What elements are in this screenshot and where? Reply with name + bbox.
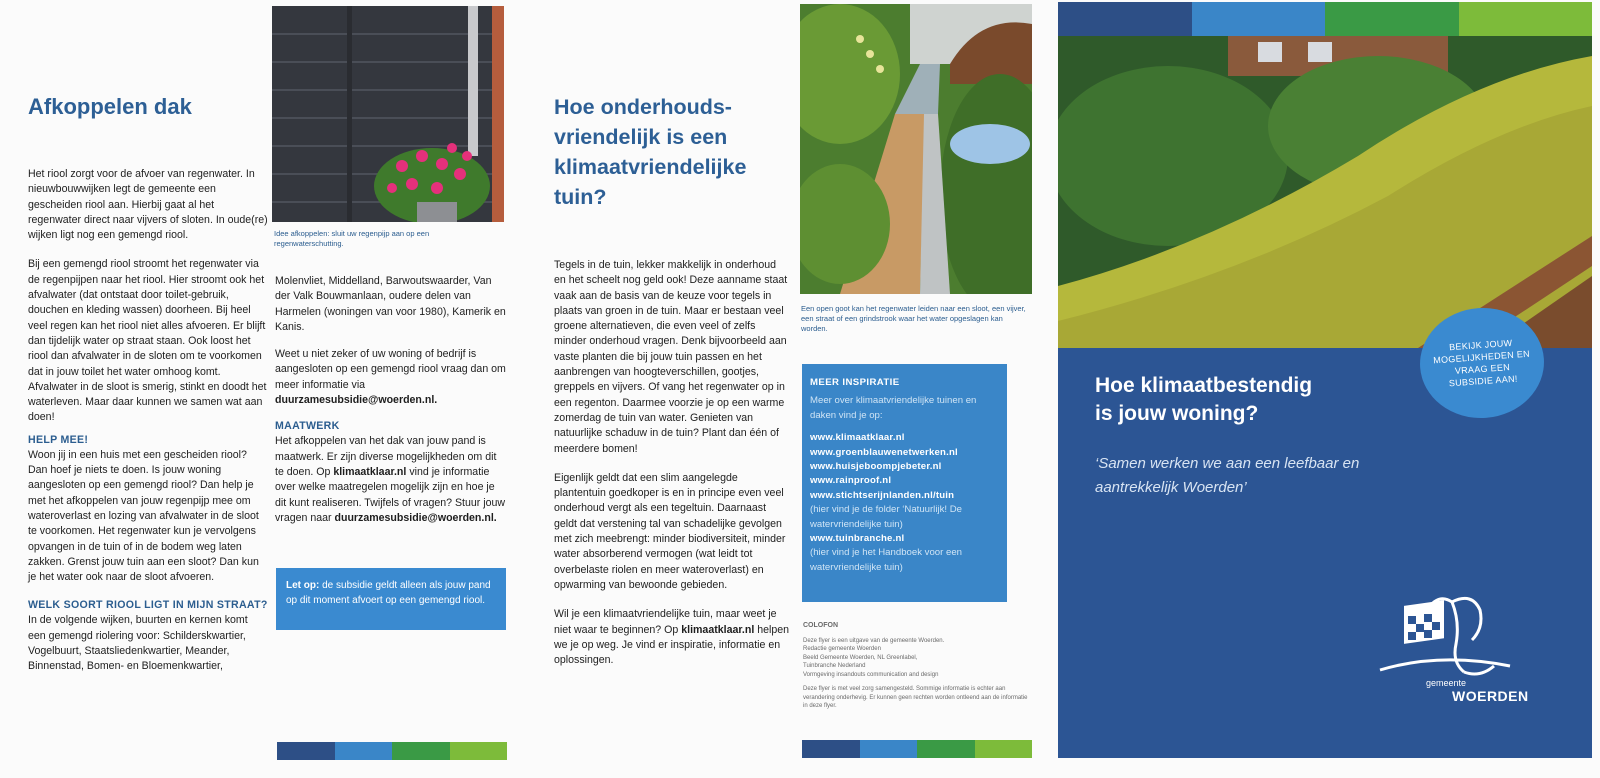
logo-woerden: WOERDEN bbox=[1452, 688, 1529, 704]
link-klimaatklaar[interactable]: www.klimaatklaar.nl bbox=[810, 432, 905, 444]
panel-3-title: Hoe onderhouds- vriendelijk is een klimaatvriendelijke tuin? bbox=[554, 95, 747, 209]
subsidy-note-box bbox=[276, 568, 506, 630]
panel-1-title: Afkoppelen dak bbox=[28, 94, 192, 119]
panel-3-klimaatklaar-link[interactable]: klimaatklaar.nl bbox=[681, 623, 755, 636]
inspiration-box bbox=[802, 364, 1007, 602]
cover-quote: ‘Samen werken we aan een leefbaar en aantrekkelijk Woerden’ bbox=[1095, 455, 1360, 496]
panel-2-text bbox=[275, 274, 507, 534]
stichtserijnlanden-note: (hier vind je de folder ‘Natuurlijk! De watervriendelijke tuin) bbox=[810, 504, 962, 530]
note-text: de subsidie geldt alleen als jouw pand op dit moment afvoert op een gemengd riool. bbox=[286, 580, 491, 606]
link-stichtserijnlanden[interactable]: www.stichtserijnlanden.nl/tuin bbox=[810, 489, 955, 501]
unsure-email-link[interactable]: duurzamesubsidie@woerden.nl. bbox=[275, 394, 438, 407]
link-tuinbranche[interactable]: www.tuinbranche.nl bbox=[810, 533, 905, 545]
inspiration-heading: MEER INSPIRATIE bbox=[810, 377, 900, 388]
inspiration-intro: Meer over klimaatvriendelijke tuinen en daken vind je op: bbox=[810, 395, 977, 421]
maatwerk-email-link[interactable]: duurzamesubsidie@woerden.nl. bbox=[334, 511, 497, 524]
rain-fence-illustration bbox=[272, 6, 504, 222]
panel-2-color-stripe bbox=[277, 742, 507, 760]
note-label: Let op: bbox=[286, 580, 320, 591]
panel-4-color-stripe bbox=[802, 740, 1032, 758]
tuinbranche-note: (hier vind je het Handboek voor een watervriendelijke tuin) bbox=[810, 547, 962, 573]
help-text: Woon jij in een huis met een gescheiden riool? Dan hoef je niets te doen. Is jouw woning aangesloten op een gemengd riool? Dan help je met het afkoppelen van jouw regenpijp mee om wateroverlast en lozing van afvalwater in de sloot te voorkomen. Het regenwater kun je vervolgens opvangen in de tuin of in de bodem weg laten zakken. Grenst jouw tuin aan een sloot? Dan kun je het water ook naar de sloot afvoeren. bbox=[28, 448, 259, 584]
colofon: COLOFON Deze flyer is een uitgave van de gemeente Woerden. Redactie gemeente Woerden Beeld Gemeente Woerden, NL Greenlabel, Tuinbranche Nederland Vormgeving insandouts communication and design Deze flyer is met veel zorg samengesteld. Sommige informatie is echter aan verandering onderhevig. Er kunnen geen rechten worden ontleend aan de informatie in deze flyer. bbox=[803, 622, 1028, 709]
cover-title: Hoe klimaatbestendig is jouw woning? bbox=[1095, 374, 1313, 425]
green-roof-illustration bbox=[1058, 36, 1592, 348]
link-rainproof[interactable]: www.rainproof.nl bbox=[810, 475, 892, 487]
subsidy-badge[interactable]: BEKIJK JOUW MOGELIJKHEDEN EN VRAAG EEN SUBSIDIE AAN! bbox=[1416, 304, 1547, 422]
gutter-caption: Een open goot kan het regenwater leiden naar een sloot, een vijver, een straat of een grindstrook waar het water opgeslagen kan worden. bbox=[801, 304, 1026, 333]
green-roof-photo bbox=[1058, 36, 1592, 348]
colofon-heading: COLOFON bbox=[803, 622, 838, 629]
help-heading: HELP MEE! bbox=[28, 433, 89, 446]
panel-3-para3-b: helpen we je op weg. Je vind er inspiratie, informatie en oplossingen. bbox=[554, 623, 790, 667]
rain-fence-caption: Idee afkoppelen: sluit uw regenpijp aan op een regenwaterschutting. bbox=[274, 229, 430, 248]
maatwerk-text-a: Het afkoppelen van het dak van jouw pand is maatwerk. Er zijn diverse mogelijkheden om dit te doen. Op bbox=[275, 435, 497, 478]
panel-3-para3-a: Wil je een klimaatvriendelijke tuin, maar weet je niet waar te beginnen? Op bbox=[554, 608, 777, 636]
areas-text: Molenvliet, Middelland, Barwoutswaarder, Van der Valk Bouwmanlaan, oudere delen van Harmelen (woningen van voor 1980), Kamerik en Kanis. bbox=[275, 275, 506, 333]
panel-3-para1: Tegels in de tuin, lekker makkelijk in onderhoud en het scheelt nog geld ook! Deze aanname staat vaak aan de basis van de keuze voor tegels in plaats van groen in de tuin. Maar er bestaan veel groene alternatieven, die even veel of zelfs minder onderhoud vragen. Denk bijvoorbeeld aan vaste planten die bij jouw tuin passen en het aanbrengen van hoogteverschillen, gootjes, greppels en vijvers. Of vang het regenwater op in een regenton. Daarmee voorzie je op een warme zomerdag de tuin van water. Genieten van natuurlijke schaduw in de tuin? Plant dan één of meerdere bomen! bbox=[554, 259, 788, 455]
street-heading: WELK SOORT RIOOL LIGT IN MIJN STRAAT? bbox=[28, 599, 268, 612]
klimaatklaar-link[interactable]: klimaatklaar.nl bbox=[333, 465, 407, 478]
street-text: In de volgende wijken, buurten en kernen komt een gemengd riolering voor: Schilderskwartier, Vogelbuurt, Staatsliedenkwartier, Meander, Binnenstad, Bomen- en Bloemenkwartier, bbox=[28, 614, 248, 673]
panel-1 bbox=[28, 0, 268, 778]
panel-3-para2: Eigenlijk geldt dat een slim aangelegde plantentuin goedkoper is en in principe even veel onderhoud vergt als een tegeltuin. Daarnaast geldt dat verstening tal van schadelijke gevolgen met zich meebrengt: minder biodiversiteit, minder water absorberend vermogen (wat leidt tot overbelaste riolen en meer wateroverlast) en opwarming van bewoonde gebieden. bbox=[554, 471, 786, 591]
colofon-disclaimer: Deze flyer is met veel zorg samengesteld. Sommige informatie is echter aan verandering onderhevig. Er kunnen geen rechten worden ontleend aan de informatie in deze flyer. bbox=[803, 686, 1028, 709]
garden-gutter-photo bbox=[800, 4, 1032, 294]
woerden-logo bbox=[1360, 592, 1560, 722]
logo-gemeente: gemeente bbox=[1426, 678, 1467, 688]
rain-fence-photo bbox=[272, 6, 504, 222]
link-huisjeboompjebeter[interactable]: www.huisjeboompjebeter.nl bbox=[810, 461, 942, 473]
maatwerk-text-b: vind je informatie over welke maatregelen mogelijk zijn en hoe je dit kunt realiseren. Twijfels of vragen? Stuur jouw vragen naar bbox=[275, 465, 506, 524]
panel-1-para2: Bij een gemengd riool stroomt het regenwater via de regenpijpen naar het riool. Hier stroomt ook het afvalwater (dat ontstaat door toilet-gebruik, douchen en kleding wassen) doorheen. Bij heel veel regen kan het riool niet alles afvoeren. Er blijft dan tijdelijk water op straat staan. Ook loost het riool dan afvalwater in de sloten om te voorkomen dat in jouw toilet het water omhoog komt. Afvalwater in de sloot is smerig, stinkt en doodt het waterleven. Maar daar kunnen we samen wat aan doen! bbox=[28, 258, 267, 424]
unsure-text: Weet u niet zeker of uw woning of bedrijf is aangesloten op een gemengd riool vraag dan om meer informatie via bbox=[275, 348, 506, 391]
link-groenblauwenetwerken[interactable]: www.groenblauwenetwerken.nl bbox=[810, 446, 958, 458]
panel-1-intro: Het riool zorgt voor de afvoer van regenwater. In nieuwbouwwijken legt de gemeente een gescheiden riool aan. Hierbij gaat al het regenwater direct naar vijvers of sloten. In oude(re) wijken ligt nog een gemengd riool. bbox=[28, 168, 268, 242]
coat-of-arms-icon bbox=[1360, 592, 1560, 682]
maatwerk-heading: MAATWERK bbox=[275, 420, 340, 433]
garden-gutter-illustration bbox=[800, 4, 1032, 294]
panel-3 bbox=[554, 0, 790, 778]
cover-color-stripe bbox=[1058, 2, 1592, 36]
